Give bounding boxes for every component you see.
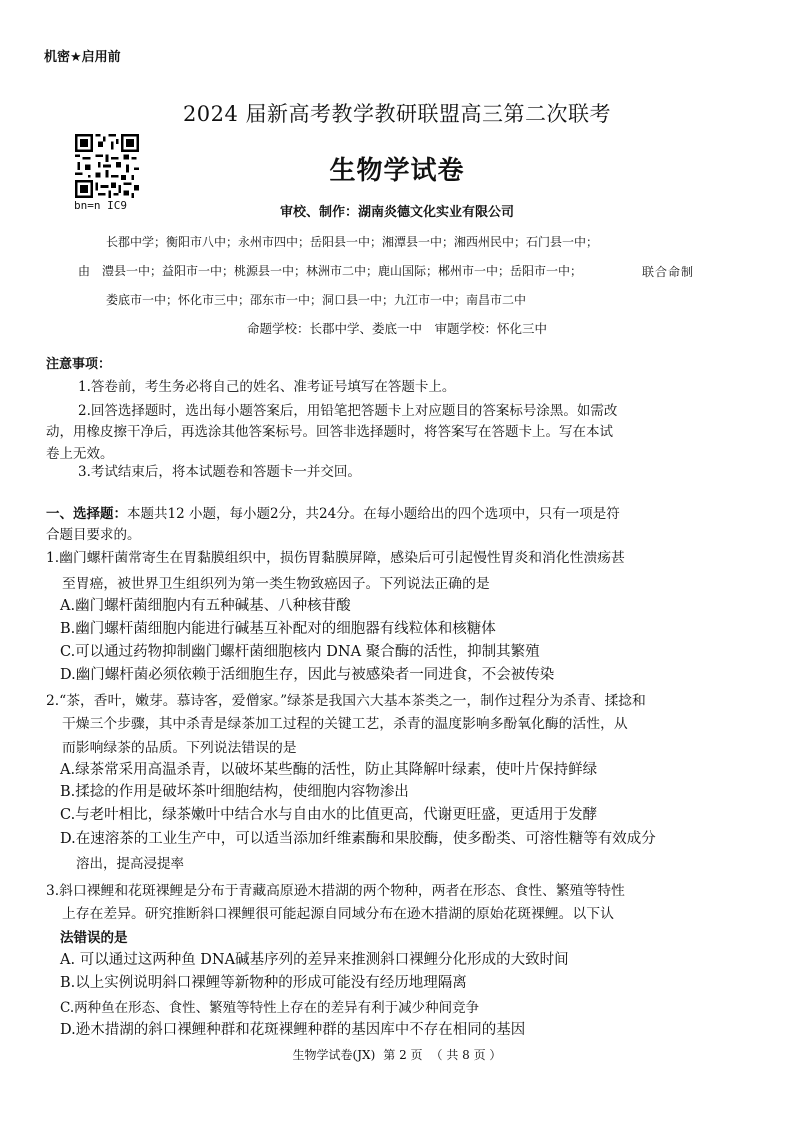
q3-stem-line-2: 上存在差异。研究推断斜口裸鲤很可能起源自同域分布在逊木措湖的原始花斑裸鲤。以下认: [62, 906, 614, 922]
q2-option-d-line-1: D.在速溶茶的工业生产中，可以适当添加纤维素酶和果胶酶，使多酚类、可溶性糖等有效成分: [60, 831, 656, 847]
q2-stem-line-1: 2.“茶，香叶，嫩芽。慕诗客，爱僧家。”绿茶是我国六大基本茶类之一，制作过程分为杀青、揉捻和: [46, 693, 646, 709]
q3-option-c: C.两种鱼在形态、食性、繁殖等特性上存在的差异有利于减少种间竞争: [60, 1000, 480, 1016]
schools-prefix: 由: [78, 264, 91, 278]
exam-title: 2024 届新高考教学教研联盟高三第二次联考: [182, 102, 612, 126]
confidential-label: 机密★启用前: [44, 50, 121, 65]
joint-authorship-label: 联合命制: [642, 265, 695, 279]
section-title: 一、选择题：: [46, 506, 127, 522]
q2-stem-line-3: 而影响绿茶的品质。下列说法错误的是: [62, 740, 297, 756]
q1-option-d: D.幽门螺杆菌必须依赖于活细胞生存，因此与被感染者一同进食，不会被传染: [60, 667, 555, 683]
q1-option-c: C.可以通过药物抑制幽门螺杆菌细胞核内 DNA 聚合酶的活性，抑制其繁殖: [60, 644, 540, 660]
footer-total-pages: （ 共 8 页 ）: [430, 1048, 502, 1062]
page-footer: [0, 1046, 794, 1063]
setter-schools: 命题学校：长郡中学、娄底一中 审题学校：怀化三中: [246, 321, 547, 336]
section-description: 本题共12 小题，每小题2分，共24分。在每小题给出的四个选项中，只有一项是符: [127, 506, 620, 522]
q1-stem-line-2: 至胃癌，被世界卫生组织列为第一类生物致癌因子。下列说法正确的是: [62, 576, 490, 592]
note-2-line-2: 动，用橡皮擦干净后，再选涂其他答案标号。回答非选择题时，将答案写在答题卡上。写在本试: [46, 424, 613, 440]
q2-option-a: A.绿茶常采用高温杀青，以破坏某些酶的活性，防止其降解叶绿素，使叶片保持鲜绿: [60, 762, 598, 778]
footer-paper-code: 生物学试卷(JX): [292, 1048, 376, 1062]
footer-page-number: 第 2 页: [383, 1048, 423, 1062]
section-description-cont: 合题目要求的。: [46, 527, 141, 543]
q2-option-b: B.揉捻的作用是破坏茶叶细胞结构，使细胞内容物渗出: [60, 784, 409, 800]
q3-stem-line-3: 法错误的是: [60, 930, 128, 946]
q1-option-a: A.幽门螺杆菌细胞内有五种碱基、八种核苷酸: [60, 598, 351, 614]
note-1: 1.答卷前，考生务必将自己的姓名、准考证号填写在答题卡上。: [78, 379, 456, 395]
schools-line-2: 澧县一中；益阳市一中；桃源县一中；林洲市二中；鹿山国际；郴州市一中；岳阳市一中；: [102, 264, 583, 278]
note-2-line-3: 卷上无效。: [46, 446, 114, 462]
note-2-line-1: 2.回答选择题时，选出每小题答案后，用铅笔把答题卡上对应题目的答案标号涂黑。如需改: [78, 403, 618, 419]
producer-line: 审校、制作：湖南炎德文化实业有限公司: [279, 205, 514, 220]
q3-option-b: B.以上实例说明斜口裸鲤等新物种的形成可能没有经历地理隔离: [60, 975, 467, 991]
q2-stem-line-2: 干燥三个步骤，其中杀青是绿茶加工过程的关键工艺，杀青的温度影响多酚氧化酶的活性，从: [62, 716, 628, 732]
notes-heading: 注意事项：: [46, 357, 112, 372]
q3-option-d: D.逊木措湖的斜口裸鲤种群和花斑裸鲤种群的基因库中不存在相同的基因: [60, 1022, 526, 1038]
q1-option-b: B.幽门螺杆菌细胞内能进行碱基互补配对的细胞器有线粒体和核糖体: [60, 621, 496, 637]
schools-line-3: 娄底市一中；怀化市三中；邵东市一中；洞口县一中；九江市一中；南昌市二中: [106, 293, 527, 307]
section-heading: [46, 502, 620, 522]
q1-stem-line-1: 1.幽门螺杆菌常寄生在胃黏膜组织中，损伤胃黏膜屏障，感染后可引起慢性胃炎和消化性溃疡甚: [46, 550, 625, 566]
q3-stem-line-1: 3.斜口裸鲤和花斑裸鲤是分布于青藏高原逊木措湖的两个物种，两者在形态、食性、繁殖等特性: [46, 883, 625, 899]
subject-title: 生物学试卷: [329, 156, 465, 186]
schools-line-1: 长郡中学；衡阳市八中；永州市四中；岳阳县一中；湘潭县一中；湘西州民中；石门县一中；: [106, 235, 599, 249]
q2-option-c: C.与老叶相比，绿茶嫩叶中结合水与自由水的比值更高，代谢更旺盛，更适用于发酵: [60, 807, 598, 823]
q2-option-d-line-2: 溶出，提高浸提率: [76, 856, 184, 872]
q3-option-a: A. 可以通过这两种鱼 DNA碱基序列的差异来推测斜口裸鲤分化形成的大致时间: [60, 952, 569, 968]
qr-caption: bn=n IC9: [74, 199, 127, 212]
note-3: 3.考试结束后，将本试题卷和答题卡一并交回。: [78, 464, 361, 480]
